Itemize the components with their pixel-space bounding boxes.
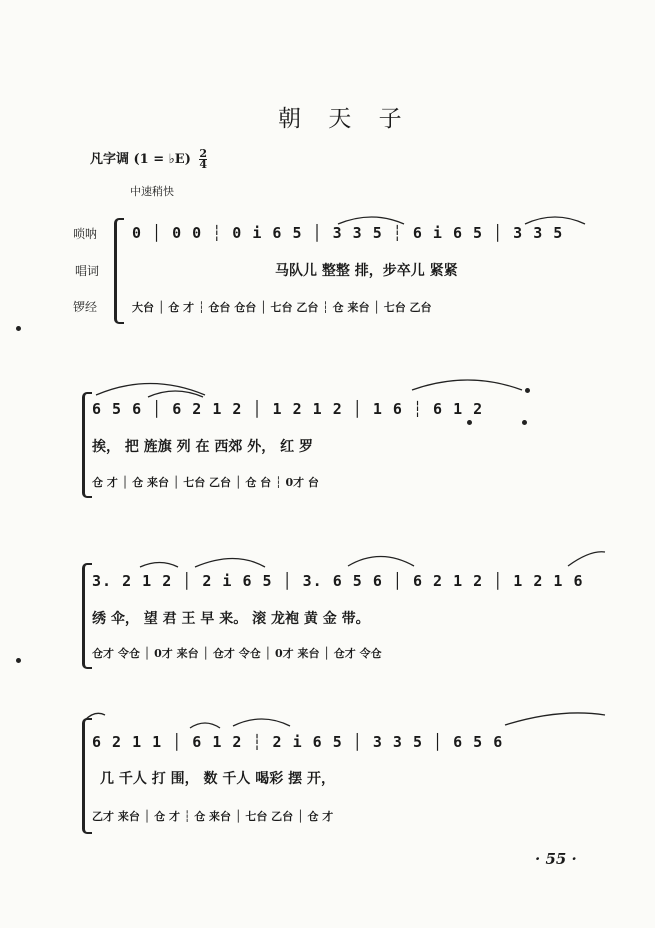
gong-line: 仓 才 │ 仓 来台 │ 七台 乙台 │ 仓 台 ┆ 0才 台 — [92, 476, 319, 489]
lyric-line: 马队儿 整整 排，步卒儿 紧紧 — [275, 263, 458, 279]
page-number: · 55 · — [535, 850, 577, 868]
lyric-line: 挨， 把 旌旗 列 在 西郊 外， 红 罗 — [92, 439, 313, 455]
time-signature-top: 2 — [199, 147, 208, 160]
margin-dot — [16, 658, 21, 663]
gong-line: 仓才 令仓 │ 0才 来台 │ 仓才 令仓 │ 0才 来台 │ 仓才 令仓 — [92, 647, 382, 660]
notation-line: 6 2 1 1 │ 6 1 2 ┆ 2 i 6 5 │ 3 3 5 │ 6 5 6 — [92, 733, 504, 751]
tempo-marking: 中速稍快 — [130, 185, 174, 198]
label-suona: 唢呐 — [73, 227, 98, 241]
margin-dot — [16, 326, 21, 331]
page-title: 朝 天 子 — [278, 106, 412, 132]
notation-line: 0 │ 0 0 ┆ 0 i 6 5 │ 3 3 5 ┆ 6 i 6 5 │ 3 3 5 — [132, 224, 564, 242]
label-lyric: 唱词 — [75, 264, 100, 278]
octave-dot — [525, 388, 530, 393]
notation-line: 6 5 6 │ 6 2 1 2 │ 1 2 1 2 │ 1 6 ┆ 6 1 2 — [92, 400, 484, 418]
octave-dot — [522, 420, 527, 425]
gong-line: 大台 │ 仓 才 ┆ 仓台 仓台 │ 七台 乙台 ┆ 仓 来台 │ 七台 乙台 — [132, 301, 432, 314]
gong-line: 乙才 来台 │ 仓 才 ┆ 仓 来台 │ 七台 乙台 │ 仓 才 — [92, 810, 334, 823]
time-signature-bottom: 4 — [199, 158, 208, 171]
notation-line: 3. 2 1 2 │ 2 i 6 5 │ 3. 6 5 6 │ 6 2 1 2 │ 1 2 1 6 — [92, 572, 584, 590]
key-signature-text: 凡字调 (1 = ♭E) — [90, 152, 191, 167]
lyric-line: 几 千人 打 围， 数 千人 喝彩 摆 开， — [100, 771, 335, 787]
octave-dot — [467, 420, 472, 425]
label-gong: 锣经 — [73, 300, 98, 314]
lyric-line: 绣 伞， 望 君 王 早 来。 滚 龙袍 黄 金 带。 — [92, 611, 370, 627]
